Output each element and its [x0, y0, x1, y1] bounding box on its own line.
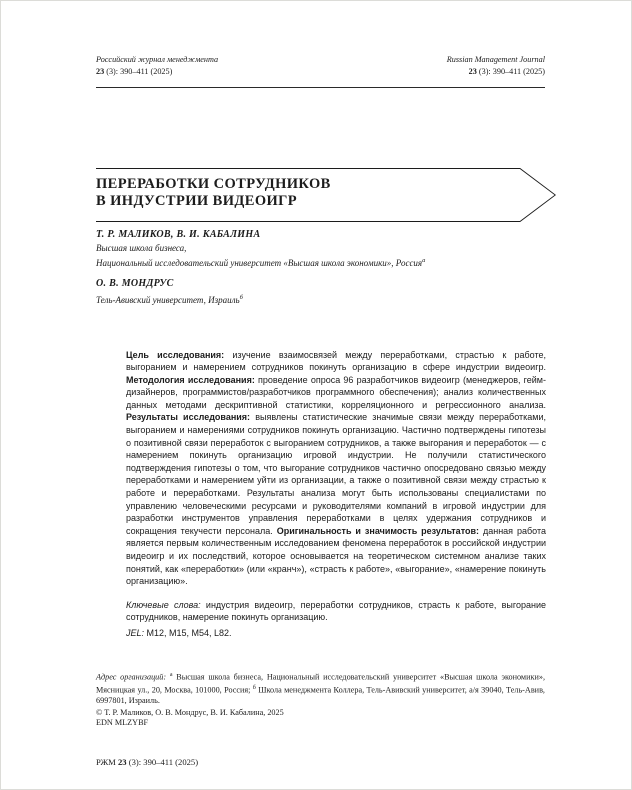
author-block-2	[96, 278, 545, 307]
header-right	[447, 55, 545, 77]
issue-pages-en: (3): 390–411 (2025)	[476, 67, 545, 76]
volume-number-ru: 23	[96, 67, 105, 76]
affiliation-1	[96, 243, 545, 269]
header-divider	[96, 87, 545, 88]
footnote-label: Адрес организаций:	[96, 672, 170, 682]
jel-line	[126, 627, 546, 640]
org-address-footnote	[96, 670, 545, 707]
keywords-text: индустрия видеоигр, переработки сотрудников, страсть к работе, выгорание сотрудников, намерение покинуть организацию.	[126, 599, 546, 623]
jel-codes: M12, M15, M54, L82.	[144, 627, 232, 638]
author-names-1: Т. Р. МАЛИКОВ, В. И. КАБАЛИНА	[96, 229, 261, 240]
page-header	[96, 55, 545, 77]
affiliation-2	[96, 292, 545, 307]
affiliation-1-superscript: а	[422, 256, 426, 264]
copyright-line: © Т. Р. Маликов, О. В. Мондрус, В. И. Кабалина, 2025	[96, 707, 284, 717]
footer-volume-number: 23	[117, 757, 127, 767]
page-footer	[96, 757, 198, 767]
journal-name-ru: Российский журнал менеджмента	[96, 55, 219, 64]
footnote-address-b: Школа менеджмента Коллера, Тель-Авивский университет, а/я 39040, Тель-Авив, 6997801, Израиль.	[96, 685, 545, 706]
volume-number-en: 23	[468, 67, 477, 76]
affiliation-1-line2	[96, 255, 545, 270]
affiliation-1-line1: Высшая школа бизнеса,	[96, 243, 187, 253]
authors-section	[96, 229, 545, 307]
journal-volume-ru	[96, 67, 218, 77]
abstract-text: Цель исследования: изучение взаимосвязей между переработками, страстью к работе, выгоранием и намерением сотрудников покинуть организацию в сфере индустрии видеоигр. Методология исследования: проведение опроса 96 разработчиков видеоигр (менеджеров, гейм-дизайнеров, программистов/разработчиков программного обеспечения); анализ количественных данных методами дескриптивной статистики, корреляционного и регрессионного анализа. Результаты исследования: выявлены статистические значимые связи между переработками, выгоранием и намерениями сотрудников покинуть организацию. Частично подтверждены гипотезы о позитивной связи переработок с выгоранием сотрудников, а также выгорания и переработок — с намерением покинуть организацию игровой индустрии. Не получили статистического подтверждения гипотезы о том, что выгорание сотрудников частично опосредовано связью между переработками и намерением уйти из организации, а также о позитивной связи между страстью к работе и переработками. Результаты анализа могут быть использованы специалистами по управлению человеческими ресурсами и руководителями компаний в игровой индустрии для разработки инструментов управления переработками в целях удержания сотрудников и сокращения текучести персонала. Оригинальность и значимость результатов: данная работа является первым количественным исследованием феномена переработок в российской индустрии видеоигр и их последствий, которое основывается на теоретическом системном анализе таких понятий, как «переработки» (или «кранч»), «страсть к работе», «выгорание», «намерение покинуть организацию».	[126, 349, 547, 587]
author-block-1	[96, 229, 545, 269]
footnote-address-a: Высшая школа бизнеса, Национальный исследовательский университет «Высшая школа экономики», Мясницкая ул., 20, Москва, 101000, Россия;	[96, 672, 545, 695]
footnote-superscript-b: б	[252, 684, 256, 691]
header-left	[96, 55, 218, 77]
jel-label: JEL:	[126, 627, 145, 638]
article-title-line1: ПЕРЕРАБОТКИ СОТРУДНИКОВ	[96, 176, 331, 192]
edn-line: EDN MLZYBF	[96, 718, 149, 728]
issue-pages-ru: (3): 390–411 (2025)	[104, 67, 173, 76]
journal-name-en: Russian Management Journal	[446, 55, 545, 64]
footnote-superscript-a: а	[169, 671, 173, 678]
footer-journal-abbr: РЖМ	[96, 757, 118, 767]
keywords-label: Ключевые слова:	[126, 599, 201, 610]
keywords-line	[126, 599, 546, 624]
affiliation-2-superscript: б	[239, 294, 243, 301]
journal-volume-en	[447, 67, 545, 77]
author-names-2: О. В. МОНДРУС	[96, 278, 174, 289]
affiliation-1-text: Национальный исследовательский университет «Высшая школа экономики», Россия	[96, 257, 423, 268]
title-banner	[96, 168, 556, 222]
article-title	[96, 168, 556, 209]
article-title-line2: В ИНДУСТРИИ ВИДЕОИГР	[96, 192, 298, 209]
affiliation-2-text: Тель-Авивский университет, Израиль	[96, 295, 240, 305]
footer-issue-pages: (3): 390–411 (2025)	[126, 757, 199, 767]
